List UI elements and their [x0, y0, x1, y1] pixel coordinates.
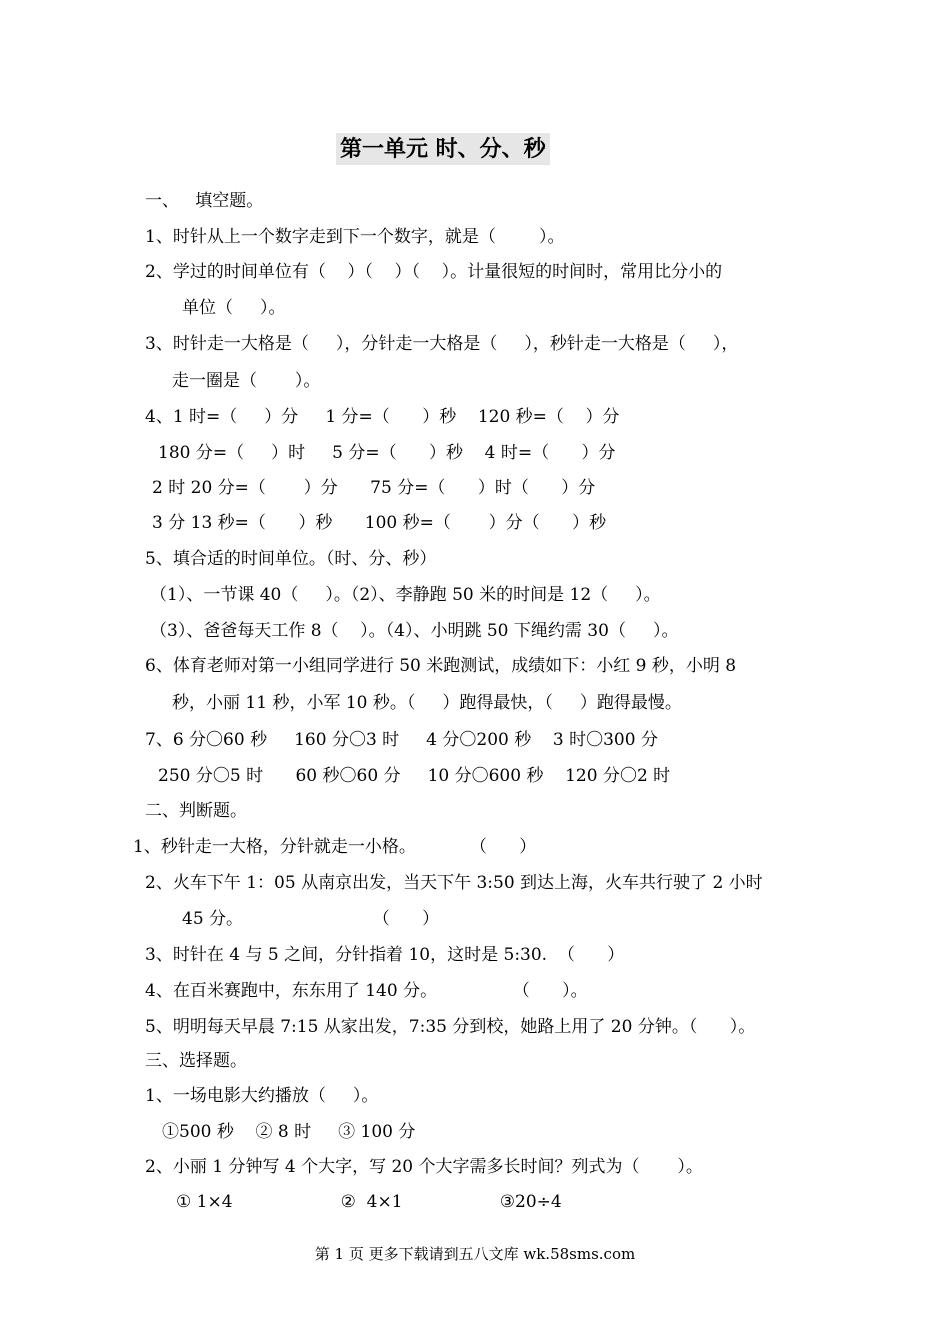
question-line: 1、时针从上一个数字走到下一个数字，就是（ ）。 — [145, 227, 565, 247]
question-line: 45 分。 （ ） — [182, 909, 440, 929]
question-line: （3）、爸爸每天工作 8（ ）。（4）、小明跳 50 下绳约需 30（ ）。 — [150, 621, 679, 641]
question-line: 250 分〇5 时 60 秒〇60 分 10 分〇600 秒 120 分〇2 时 — [158, 766, 671, 786]
question-line: 180 分=（ ）时 5 分=（ ）秒 4 时=（ ）分 — [158, 443, 616, 463]
question-line: 3 分 13 秒=（ ）秒 100 秒=（ ）分（ ）秒 — [152, 513, 607, 533]
question-line: 秒，小丽 11 秒，小军 10 秒。（ ）跑得最快，（ ）跑得最慢。 — [172, 693, 682, 713]
question-line: 2、火车下午 1：05 从南京出发，当天下午 3:50 到达上海，火车共行驶了 2 小时 — [145, 873, 763, 893]
question-line: 单位（ ）。 — [182, 298, 286, 318]
question-line: （1）、一节课 40（ ）。（2）、李静跑 50 米的时间是 12（ ）。 — [150, 585, 661, 605]
page-footer: 第 1 页 更多下载请到五八文库 wk.58sms.com — [314, 1245, 636, 1263]
question-line: 4、1 时=（ ）分 1 分=（ ）秒 120 秒=（ ）分 — [145, 407, 620, 427]
question-line: 5、明明每天早晨 7:15 从家出发，7:35 分到校，她路上用了 20 分钟。（ ）。 — [145, 1017, 756, 1037]
choice-options: ① 1×4 ② 4×1 ③20÷4 — [176, 1192, 562, 1212]
section-heading-true-false: 二、判断题。 — [145, 801, 247, 821]
section-heading-fill-in: 一、 填空题。 — [145, 191, 264, 211]
question-line: 5、填合适的时间单位。（时、分、秒） — [145, 549, 437, 569]
question-line: 6、体育老师对第一小组同学进行 50 米跑测试，成绩如下：小红 9 秒，小明 8 — [145, 656, 737, 676]
unit-title: 第一单元 时、分、秒 — [336, 133, 550, 165]
question-line: 3、时针在 4 与 5 之间，分针指着 10，这时是 5:30. （ ） — [145, 945, 625, 965]
question-line: 走一圈是（ ）。 — [172, 371, 321, 391]
question-line: 7、6 分〇60 秒 160 分〇3 时 4 分〇200 秒 3 时〇300 分 — [145, 730, 658, 750]
question-line: 1、秒针走一大格，分针就走一小格。 （ ） — [133, 837, 537, 857]
question-line: 4、在百米赛跑中，东东用了 140 分。 （ ）。 — [145, 981, 588, 1001]
question-line: 2 时 20 分=（ ）分 75 分=（ ）时（ ）分 — [152, 478, 596, 498]
question-line: 3、时针走一大格是（ ），分针走一大格是（ ），秒针走一大格是（ ）， — [145, 334, 739, 354]
section-heading-multiple-choice: 三、选择题。 — [145, 1051, 247, 1071]
question-line: 2、学过的时间单位有（ ）（ ）（ ）。计量很短的时间时，常用比分小的 — [145, 262, 723, 282]
choice-options: ①500 秒 ② 8 时 ③ 100 分 — [162, 1122, 416, 1142]
question-line: 2、小丽 1 分钟写 4 个大字，写 20 个大字需多长时间？列式为（ ）。 — [145, 1157, 703, 1177]
question-line: 1、一场电影大约播放（ ）。 — [145, 1086, 379, 1106]
